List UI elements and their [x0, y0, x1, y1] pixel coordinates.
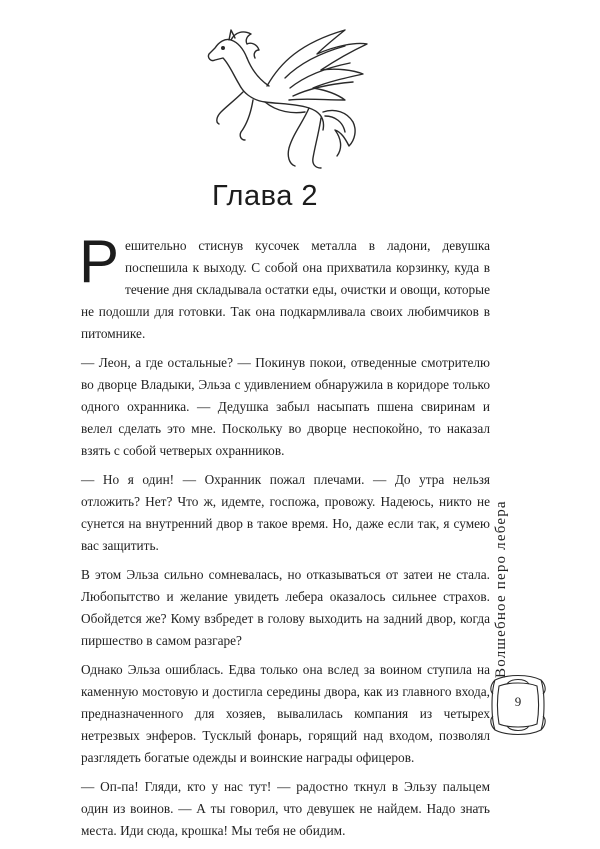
paragraph-3: — Но я один! — Охранник пожал плечами. — До утра нельзя отложить? Нет? Что ж, идемте, госпожа, провожу. Надеюсь, никто не сунется на внутренний двор в такое время. Но, даже если так, я сумею вас защитить.	[81, 472, 490, 553]
paragraph-5: Однако Эльза ошиблась. Едва только она вслед за воином ступила на каменную мостовую и достигла середины двора, как из главного входа, предназначенного для хозяев, вывалилась компания из четырех нетрезвых энферов. Тусклый фонарь, горящий над входом, позволял разглядеть богатые одежды и воинские награды офицеров.	[81, 662, 490, 765]
paragraph-4: В этом Эльза сильно сомневалась, но отказываться от затеи не стала. Любопытство и желание увидеть лебера оказалось сильнее страхов. Обойдется же? Кому взбредет в голову выходить на задний двор, когда пиршество в самом разгаре?	[81, 567, 490, 648]
drop-cap: Р	[79, 228, 120, 295]
chapter-body	[79, 228, 490, 849]
page-number: 9	[514, 694, 522, 709]
paragraph-1	[79, 228, 490, 345]
winged-horse-illustration	[185, 8, 370, 178]
paragraph-6: — Оп-па! Гляди, кто у нас тут! — радостно ткнул в Эльзу пальцем один из воинов. — А ты говорил, что девушек не найдем. Надо знать места. Иди сюда, крошка! Мы тебя не обидим.	[81, 779, 490, 838]
paragraph-1-text: ешительно стиснув кусочек металла в ладони, девушка поспешила к выходу. С собой она прихватила корзинку, куда в течение дня складывала остатки еды, очистки и овощи, которые не подошли для готовки. Так она подкармливала своих любимчиков в питомнике.	[81, 238, 490, 341]
chapter-title: Глава 2	[211, 180, 319, 212]
paragraph-2: — Леон, а где остальные? — Покинув покои, отведенные смотрителю во дворце Владыки, Эльза с удивлением обнаружила в коридоре только одного охранника. — Дедушка забыл насыпать пшена свиринам и велел сделать это мне. Поскольку во дворце неспокойно, то наказал взять с собой четверых охранников.	[81, 355, 490, 458]
running-title: Волшебное перо лебера	[493, 500, 509, 678]
